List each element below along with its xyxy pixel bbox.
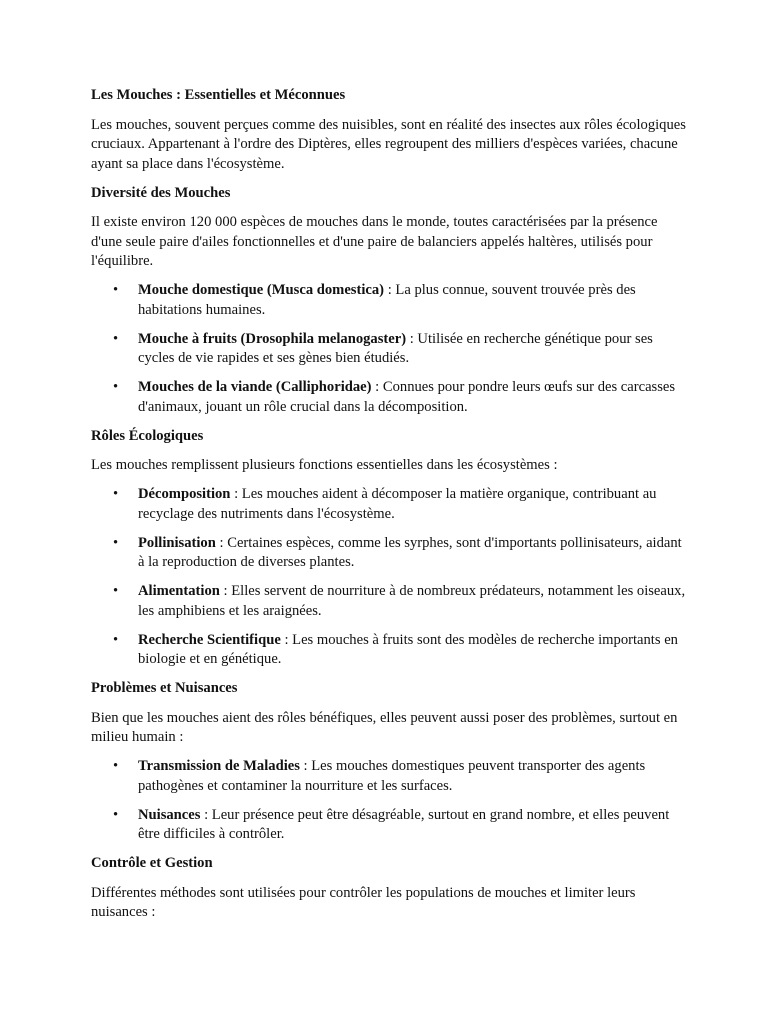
bullet-icon: •	[113, 534, 119, 551]
list-item	[91, 330, 691, 369]
item-term: Transmission de Maladies	[138, 758, 300, 774]
item-text: : La plus connue, souvent trouvée près des habitations humaines.	[138, 282, 636, 318]
item-term: Alimentation	[138, 583, 220, 599]
item-term: Mouche à fruits (Drosophila melanogaster)	[138, 330, 407, 347]
bullet-icon: •	[113, 282, 119, 298]
bullet-icon: •	[113, 486, 119, 502]
bullet-icon: •	[113, 758, 119, 774]
document-title: Les Mouches : Essentielles et Méconnues	[91, 87, 346, 103]
document-content	[91, 86, 691, 932]
section-heading: Problèmes et Nuisances	[91, 680, 238, 696]
item-term: Mouche domestique (Musca domestica)	[138, 282, 385, 298]
section-paragraph: Différentes méthodes sont utilisées pour contrôler les populations de mouches et limiter leurs nuisances :	[91, 884, 636, 920]
list-item	[91, 757, 691, 796]
bullet-icon: •	[113, 379, 119, 395]
bullet-list	[91, 281, 691, 417]
bullet-list	[91, 757, 691, 845]
intro-paragraph: Les mouches, souvent perçues comme des nuisibles, sont en réalité des insectes aux rôles écologiques cruciaux. Appartenant à l'ordre des Diptères, elles regroupent des milliers d'espèces variées, chacune ayant sa place dans l'écosystème.	[91, 116, 686, 172]
section-heading: Rôles Écologiques	[91, 427, 204, 444]
list-item	[91, 631, 691, 670]
section-paragraph: Bien que les mouches aient des rôles bénéfiques, elles peuvent aussi poser des problèmes, surtout en milieu humain :	[91, 709, 678, 745]
bullet-icon: •	[113, 583, 119, 599]
section-paragraph: Il existe environ 120 000 espèces de mouches dans le monde, toutes caractérisées par la présence d'une seule paire d'ailes fonctionnelles et d'une paire de balanciers appelés haltères, utilisés pour l'équilibre.	[91, 214, 658, 269]
bullet-list	[91, 485, 691, 670]
section-heading: Contrôle et Gestion	[91, 855, 213, 871]
item-text: : Utilisée en recherche génétique pour ses cycles de vie rapides et ses gènes bien étudiés.	[138, 330, 653, 366]
item-term: Décomposition	[138, 486, 231, 502]
bullet-icon: •	[113, 631, 119, 648]
list-item	[91, 806, 691, 845]
section-paragraph: Les mouches remplissent plusieurs fonctions essentielles dans les écosystèmes :	[91, 457, 558, 473]
bullet-icon: •	[113, 330, 119, 347]
section-heading: Diversité des Mouches	[91, 184, 231, 201]
item-text: : Les mouches à fruits sont des modèles de recherche importants en biologie et en génétique.	[138, 631, 678, 667]
item-text: : Elles servent de nourriture à de nombreux prédateurs, notamment les oiseaux, les amphibiens et les araignées.	[138, 583, 686, 619]
item-text: : Les mouches domestiques peuvent transporter des agents pathogènes et contaminer la nourriture et les surfaces.	[138, 758, 646, 794]
bullet-icon: •	[113, 806, 119, 823]
item-term: Nuisances	[138, 806, 201, 823]
item-text: : Leur présence peut être désagréable, surtout en grand nombre, et elles peuvent être difficiles à contrôler.	[138, 806, 670, 842]
list-item	[91, 281, 691, 320]
item-term: Recherche Scientifique	[138, 631, 281, 648]
item-term: Pollinisation	[138, 534, 216, 551]
list-item	[91, 378, 691, 417]
item-term: Mouches de la viande (Calliphoridae)	[138, 379, 372, 395]
item-text: : Certaines espèces, comme les syrphes, sont d'importants pollinisateurs, aidant à la reproduction de diverses plantes.	[138, 534, 682, 570]
item-text: : Les mouches aident à décomposer la matière organique, contribuant au recyclage des nutriments dans l'écosystème.	[138, 486, 657, 522]
list-item	[91, 582, 691, 621]
item-text: : Connues pour pondre leurs œufs sur des carcasses d'animaux, jouant un rôle crucial dans la décomposition.	[138, 379, 676, 415]
list-item	[91, 485, 691, 524]
list-item	[91, 534, 691, 573]
